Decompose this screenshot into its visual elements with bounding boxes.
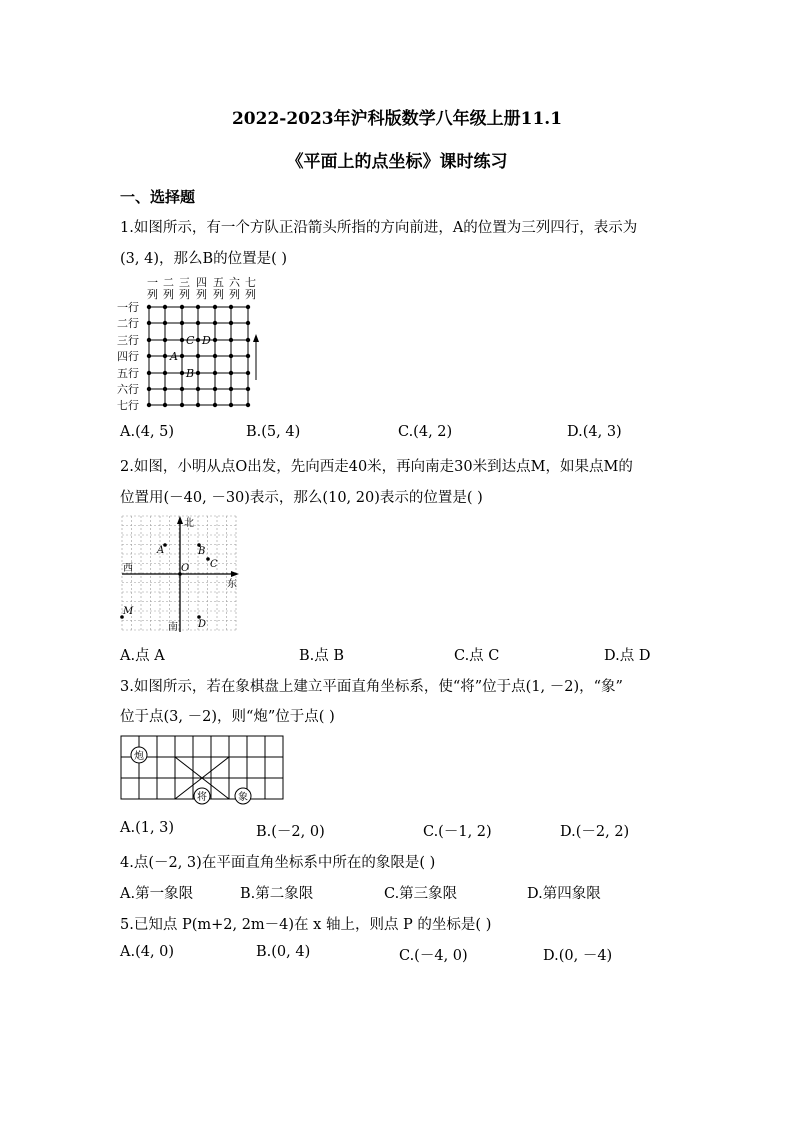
- document-title: 2022-2023年沪科版数学八年级上册11.1: [231, 109, 563, 129]
- formation-dot: [163, 305, 167, 309]
- formation-dot: [196, 338, 200, 342]
- formation-dot: [163, 321, 167, 325]
- formation-dot: [147, 403, 151, 407]
- document-subtitle: 《平面上的点坐标》课时练习: [286, 152, 508, 172]
- q1-option-a: A.(4, 5): [120, 424, 175, 440]
- col-header-7-top: 七: [245, 276, 256, 289]
- row-header-3: 三行: [117, 334, 139, 347]
- q2-option-c: C.点 C: [454, 648, 500, 664]
- col-header-6-bottom: 列: [229, 288, 240, 301]
- col-header-5-bottom: 列: [213, 288, 224, 301]
- point-m-label: M: [123, 606, 134, 617]
- q1-text-line2: (3, 4)，那么B的位置是( ): [120, 251, 288, 267]
- formation-dot: [229, 354, 233, 358]
- piece-pao-label: 炮: [134, 751, 144, 762]
- q2-option-d: D.点 D: [604, 648, 651, 664]
- formation-dot: [246, 338, 250, 342]
- formation-dot: [163, 338, 167, 342]
- row-header-6: 六行: [117, 383, 139, 396]
- formation-dot: [246, 403, 250, 407]
- formation-dot: [180, 338, 184, 342]
- col-header-1-bottom: 列: [147, 288, 158, 301]
- formation-dot: [196, 403, 200, 407]
- north-label: 北: [184, 518, 194, 529]
- q5-option-b: B.(0, 4): [256, 944, 311, 960]
- formation-dot: [147, 305, 151, 309]
- section-heading: 一、选择题: [120, 188, 196, 206]
- q2-option-a: A.点 A: [120, 648, 165, 664]
- south-label: 南: [168, 622, 178, 633]
- formation-dot: [246, 321, 250, 325]
- formation-dot: [196, 305, 200, 309]
- north-arrow-icon: [177, 516, 183, 524]
- piece-jiang: [194, 788, 210, 804]
- q3-option-a: A.(1, 3): [120, 820, 175, 836]
- row-header-7: 七行: [117, 399, 139, 412]
- q5-option-d: D.(0, －4): [543, 948, 613, 964]
- q1-option-b: B.(5, 4): [246, 424, 301, 440]
- formation-dot: [229, 371, 233, 375]
- point-a-label: A: [157, 545, 165, 556]
- q2-map-figure: [120, 514, 242, 636]
- formation-dot: [246, 371, 250, 375]
- col-header-4-top: 四: [196, 276, 207, 289]
- formation-dot: [180, 371, 184, 375]
- piece-pao: [131, 747, 147, 763]
- formation-dot: [213, 338, 217, 342]
- east-arrow-icon: [231, 571, 239, 577]
- formation-dot: [229, 305, 233, 309]
- formation-dot: [229, 321, 233, 325]
- q3-text-line1: 3.如图所示，若在象棋盘上建立平面直角坐标系，使“将”位于点(1, －2)，“象”: [120, 679, 623, 695]
- formation-dot: [163, 387, 167, 391]
- point-b-label: B: [198, 546, 206, 557]
- col-header-3-top: 三: [179, 276, 190, 289]
- col-header-7-bottom: 列: [245, 288, 256, 301]
- formation-dot: [229, 403, 233, 407]
- piece-jiang-label: 将: [197, 792, 207, 803]
- q1-option-c: C.(4, 2): [398, 424, 453, 440]
- q2-text-line2: 位置用(－40, －30)表示，那么(10, 20)表示的位置是( ): [120, 490, 483, 506]
- formation-dot: [147, 321, 151, 325]
- point-a-label: A: [170, 350, 178, 363]
- col-header-5-top: 五: [213, 276, 224, 289]
- origin-label: O: [181, 563, 190, 574]
- q5-option-a: A.(4, 0): [120, 944, 175, 960]
- formation-dot: [163, 403, 167, 407]
- q1-option-d: D.(4, 3): [567, 424, 622, 440]
- q3-option-d: D.(－2, 2): [560, 824, 630, 840]
- formation-dot: [213, 354, 217, 358]
- east-label: 东: [227, 579, 237, 590]
- point-c-label: C: [210, 559, 218, 570]
- q4-option-c: C.第三象限: [384, 886, 458, 902]
- formation-dot: [213, 371, 217, 375]
- piece-xiang: [235, 788, 251, 804]
- q4-option-a: A.第一象限: [120, 886, 194, 902]
- formation-dot: [213, 403, 217, 407]
- formation-dot: [147, 387, 151, 391]
- q5-text-line1: 5.已知点 P(m+2, 2m－4)在 x 轴上，则点 P 的坐标是( ): [120, 917, 492, 933]
- row-header-5: 五行: [117, 367, 139, 380]
- formation-dot: [147, 338, 151, 342]
- q4-text-line1: 4.点(－2, 3)在平面直角坐标系中所在的象限是( ): [120, 855, 436, 871]
- point-b-label: B: [186, 367, 195, 380]
- direction-arrow: [253, 334, 259, 380]
- formation-dot: [163, 354, 167, 358]
- formation-dot: [196, 387, 200, 391]
- formation-dot: [180, 305, 184, 309]
- piece-xiang-label: 象: [238, 792, 248, 803]
- formation-dot: [196, 371, 200, 375]
- formation-dot: [213, 387, 217, 391]
- q3-chessboard-figure: [118, 734, 286, 810]
- formation-dot: [180, 403, 184, 407]
- row-header-4: 四行: [117, 350, 139, 363]
- row-header-1: 一行: [117, 301, 139, 314]
- col-header-3-bottom: 列: [179, 288, 190, 301]
- q2-text-line1: 2.如图，小明从点O出发，先向西走40米，再向南走30米到达点M，如果点M的: [120, 459, 633, 475]
- west-label: 西: [123, 563, 133, 574]
- row-header-2: 二行: [117, 317, 139, 330]
- formation-dot: [180, 354, 184, 358]
- point-c-label: C: [186, 334, 195, 347]
- point-d-label: D: [202, 334, 211, 347]
- q4-option-d: D.第四象限: [527, 886, 601, 902]
- q4-option-b: B.第二象限: [240, 886, 314, 902]
- formation-dot: [180, 321, 184, 325]
- q3-option-c: C.(－1, 2): [423, 824, 492, 840]
- col-header-2-top: 二: [163, 276, 174, 289]
- formation-dot: [229, 387, 233, 391]
- formation-dot: [246, 387, 250, 391]
- formation-dot: [196, 354, 200, 358]
- formation-dot: [180, 387, 184, 391]
- formation-dot: [246, 354, 250, 358]
- formation-dot: [147, 354, 151, 358]
- q1-formation-figure: [115, 276, 265, 416]
- col-header-1-top: 一: [147, 276, 158, 289]
- q3-text-line2: 位于点(3, －2)，则“炮”位于点( ): [120, 709, 335, 725]
- formation-dot: [213, 321, 217, 325]
- col-header-4-bottom: 列: [196, 288, 207, 301]
- formation-dot: [246, 305, 250, 309]
- formation-dot: [213, 305, 217, 309]
- point-d-label: D: [198, 619, 207, 630]
- q1-text-line1: 1.如图所示，有一个方队正沿箭头所指的方向前进，A的位置为三列四行，表示为: [120, 220, 638, 236]
- q3-option-b: B.(－2, 0): [256, 824, 325, 840]
- q5-option-c: C.(－4, 0): [399, 948, 468, 964]
- col-header-2-bottom: 列: [163, 288, 174, 301]
- formation-dot: [163, 371, 167, 375]
- formation-dot: [229, 338, 233, 342]
- q2-option-b: B.点 B: [299, 648, 345, 664]
- col-header-6-top: 六: [229, 276, 240, 289]
- formation-dot: [147, 371, 151, 375]
- formation-dot: [196, 321, 200, 325]
